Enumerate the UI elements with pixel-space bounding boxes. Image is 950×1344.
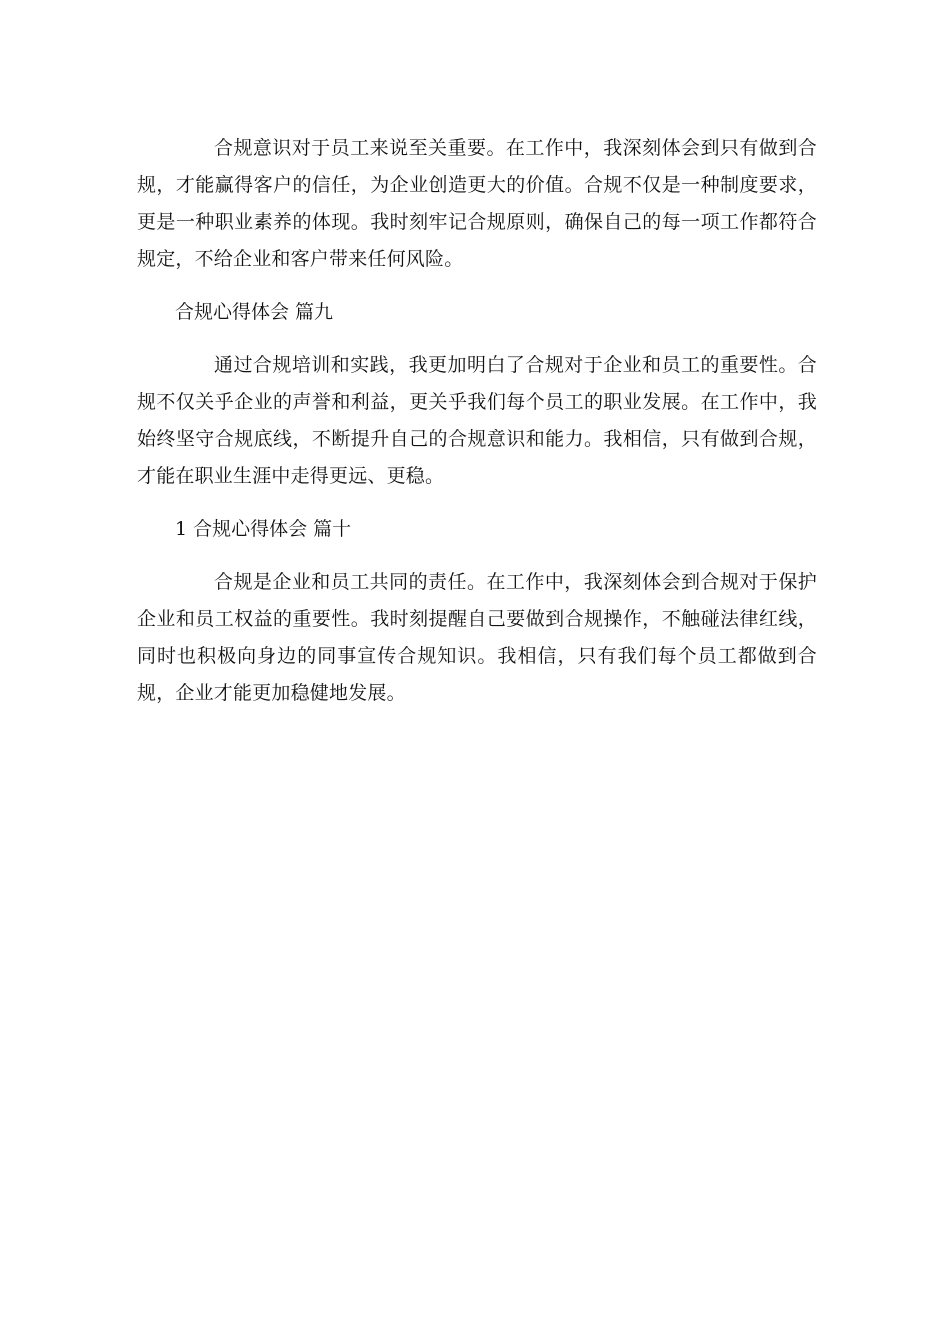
paragraph-section-9: 通过合规培训和实践，我更加明白了合规对于企业和员工的重要性。合规不仅关乎企业的声誉和利益，更关乎我们每个员工的职业发展。在工作中，我始终坚守合规底线，不断提升自己的合规意识和能力。我相信，只有做到合规，才能在职业生涯中走得更远、更稳。 <box>137 354 817 487</box>
paragraph-section-10: 合规是企业和员工共同的责任。在工作中，我深刻体会到合规对于保护企业和员工权益的重要性。我时刻提醒自己要做到合规操作，不触碰法律红线，同时也积极向身边的同事宣传合规知识。我相信，只有我们每个员工都做到合规，企业才能更加稳健地发展。 <box>137 571 817 704</box>
paragraph-intro: 合规意识对于员工来说至关重要。在工作中，我深刻体会到只有做到合规，才能赢得客户的信任，为企业创造更大的价值。合规不仅是一种制度要求，更是一种职业素养的体现。我时刻牢记合规原则，确保自己的每一项工作都符合规定，不给企业和客户带来任何风险。 <box>137 137 817 270</box>
section-heading-10: 1 合规心得体会 篇十 <box>175 518 352 540</box>
section-heading-9: 合规心得体会 篇九 <box>175 301 334 323</box>
document-body <box>137 130 817 712</box>
